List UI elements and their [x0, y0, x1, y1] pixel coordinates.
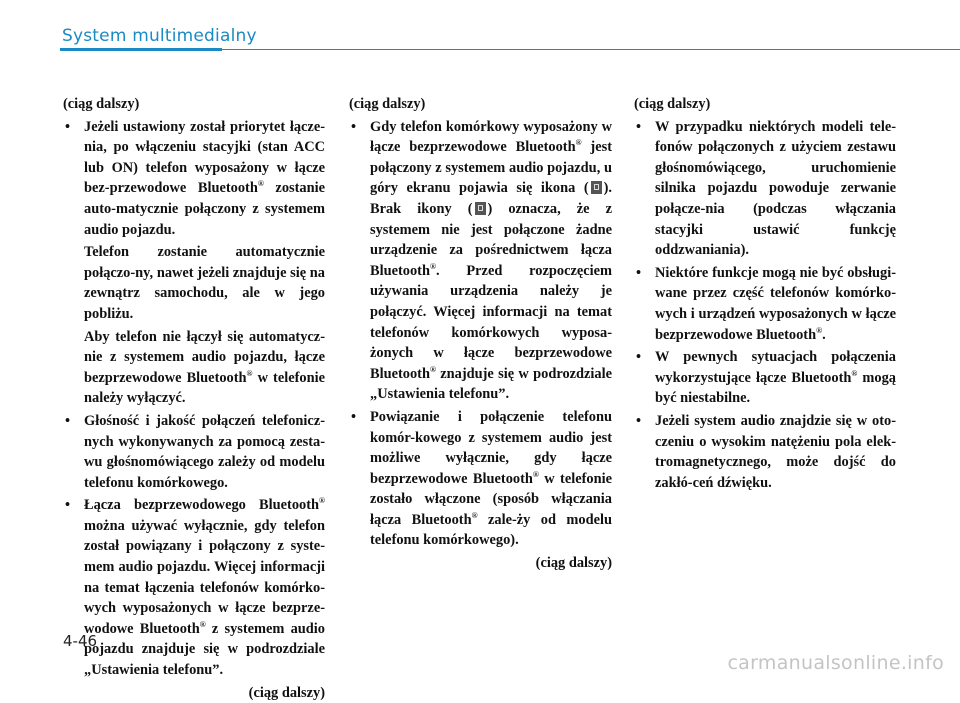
text: Powiązanie i połączenie telefonu komór-kowego z systemem audio jest możliwe wyłącznie, gdy łącze bezprzewodowe Bluetooth	[370, 408, 612, 487]
continued-label: (ciąg dalszy)	[535, 555, 612, 572]
bluetooth-connected-icon	[591, 181, 602, 194]
registered-mark: ®	[471, 511, 478, 521]
sub-paragraph: Telefon zostanie automatycznie połączo-ny, nawet jeżeli znajduje się na zewnątrz samochodu, ale w jego pobliżu.	[84, 244, 325, 322]
column-left	[63, 94, 325, 703]
sub-paragraph	[63, 327, 325, 409]
text: jest połączony z systemem audio pojazdu, u góry ekranu pojawia się ikona (	[370, 139, 613, 197]
registered-mark: ®	[816, 325, 823, 335]
text: . Przed rozpoczęciem używania urządzenia należy je połączyć. Więcej informacji na temat telefonów komórkowych wyposa-żonych w łącze bezprzewodowe Bluetooth	[370, 262, 612, 382]
text: ). Brak ikony (	[370, 180, 612, 217]
bullet-item	[634, 347, 896, 409]
bullet-item	[349, 117, 612, 405]
registered-mark: ®	[429, 364, 436, 374]
column-middle	[349, 94, 612, 574]
bullet-item: • Głośność i jakość połączeń telefonicz-nych wykonywanych za pomocą zesta-wu głośnomówiącego zależy od modelu telefonu komórkowego.	[63, 411, 325, 493]
text: .	[822, 326, 826, 343]
bullet-item	[63, 117, 325, 241]
text: zale-ży od modelu telefonu komórkowego).	[370, 511, 612, 549]
text: Łącza bezprzewodowego Bluetooth	[84, 497, 320, 514]
bullet-item: • Jeżeli system audio znajdzie się w oto-czeniu o wysokim natężeniu pola elek-tromagnetycznego, może dojść do zakłó-ceń dźwięku.	[634, 411, 896, 493]
text: W pewnych sytuacjach połączenia wykorzystujące łącze Bluetooth	[655, 349, 896, 386]
text: Niektóre funkcje mogą nie być obsługi-wane przez część telefonów komórko-wych i urządzeń wyposażonych w łącze bezprzewodowe Bluetooth	[655, 264, 896, 343]
bullet-item	[63, 495, 325, 680]
bullet-item: • W przypadku niektórych modeli tele-fonów połączonych z użyciem zestawu głośnomówiącego, uruchomienie silnika pojazdu powoduje zerwanie połącze-nia (podczas włączania stacyjki ustawić funkcję oddzwaniania).	[634, 117, 896, 261]
header-rule	[222, 49, 960, 50]
registered-mark: ®	[575, 138, 582, 148]
registered-mark: ®	[257, 179, 264, 189]
continued-label: (ciąg dalszy)	[349, 96, 426, 112]
page-number: 4-46	[63, 632, 98, 650]
text: zostanie auto-matycznie połączony z systemem audio pojazdu.	[84, 180, 325, 238]
text: Aby telefon nie łączył się automatycz-nie z systemem audio pojazdu, łącze bezprzewodowe Bluetooth	[84, 328, 325, 386]
watermark: carmanualsonline.info	[727, 652, 944, 674]
registered-mark: ®	[199, 620, 206, 630]
text: mogą być niestabilne.	[655, 369, 896, 407]
section-title: System multimedialny	[62, 26, 257, 46]
registered-mark: ®	[246, 368, 253, 378]
bullet-item	[634, 263, 896, 345]
text: można używać wyłącznie, gdy telefon został powiązany i połączony z syste-mem audio pojazdu. Więcej informacji na temat łączenia telefonów komórko-wych wyposażonych w łącze bezprze-wodowe Bluetooth	[84, 517, 325, 637]
text: Gdy telefon komórkowy wyposażony w łącze bezprzewodowe Bluetooth	[370, 118, 612, 156]
registered-mark: ®	[429, 261, 436, 271]
continued-label: (ciąg dalszy)	[634, 96, 711, 112]
registered-mark: ®	[851, 368, 858, 378]
bullet-item	[349, 407, 612, 551]
continued-label: (ciąg dalszy)	[63, 96, 140, 112]
text: ) oznacza, że z systemem nie jest połączone żadne urządzenie za pośrednictwem łącza Bluetooth	[370, 200, 612, 279]
text: z systemem audio pojazdu znajduje się w podrozdziale „Ustawienia telefonu”.	[84, 620, 326, 679]
bluetooth-connected-icon	[475, 202, 486, 215]
text: w telefonie zostało włączone (sposób włączania łącza Bluetooth	[370, 470, 612, 528]
registered-mark: ®	[532, 469, 539, 479]
column-right	[634, 94, 896, 493]
header-rule-accent	[60, 48, 222, 51]
registered-mark: ®	[319, 496, 325, 506]
continued-label: (ciąg dalszy)	[248, 684, 325, 701]
text: w telefonie należy wyłączyć.	[84, 369, 325, 407]
text: znajduje się w podrozdziale „Ustawienia telefonu”.	[370, 365, 612, 403]
text: Jeżeli ustawiony został priorytet łącze-nia, po włączeniu stacyjki (stan ACC lub ON) telefon wyposażony w łącze bez-przewodowe Bluetooth	[84, 118, 325, 197]
